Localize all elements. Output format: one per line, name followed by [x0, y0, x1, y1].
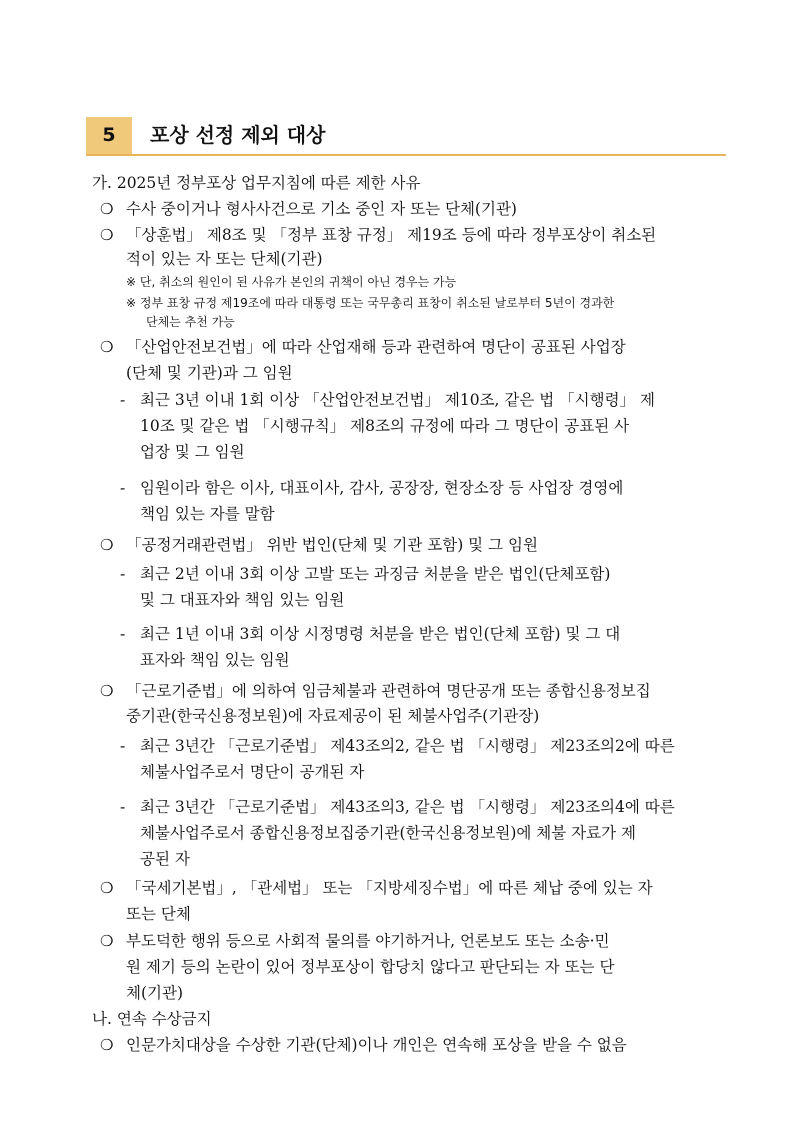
bullet-icon: ❍	[100, 1036, 114, 1054]
list-item: ❍ 「공정거래관련법」 위반 법인(단체 및 기관 포함) 및 그 임원	[100, 536, 538, 554]
list-item: ❍ 부도덕한 행위 등으로 사회적 물의를 야기하거나, 언론보도 또는 소송·민	[100, 932, 610, 950]
sub-item: - 최근 3년 이내 1회 이상 「산업안전보건법」 제10조, 같은 법 「시행령」 제	[120, 391, 655, 409]
sub-item: - 최근 3년간 「근로기준법」 제43조의2, 같은 법 「시행령」 제23조의2에 따른	[120, 737, 675, 755]
sub-item-cont: 체불사업주로서 종합신용정보집중기관(한국신용정보원)에 체불 자료가 제	[140, 824, 636, 842]
sub-item-cont: 책임 있는 자를 말함	[140, 505, 275, 523]
section-number: 5	[86, 117, 132, 154]
list-item: ❍ 「산업안전보건법」에 따라 산업재해 등과 관련하여 명단이 공표된 사업장	[100, 338, 626, 356]
dash-icon: -	[120, 625, 126, 643]
note: ※ 단, 취소의 원인이 된 사유가 본인의 귀책이 아닌 경우는 가능	[126, 275, 457, 289]
list-item-cont: 원 제기 등의 논란이 있어 정부포상이 합당치 않다고 판단되는 자 또는 단	[126, 958, 615, 976]
dash-icon: -	[120, 391, 126, 409]
dash-icon: -	[120, 737, 126, 755]
dash-icon: -	[120, 479, 126, 497]
section-title: 포상 선정 제외 대상	[150, 123, 326, 147]
list-item: ❍ 인문가치대상을 수상한 기관(단체)이나 개인은 연속해 포상을 받을 수 없음	[100, 1036, 627, 1054]
note-cont: 단체는 추천 가능	[146, 315, 235, 329]
list-item: ❍ 「상훈법」 제8조 및 「정부 표창 규정」 제19조 등에 따라 정부포상이 취소된	[100, 226, 657, 244]
list-item-cont: (단체 및 기관)과 그 임원	[126, 364, 293, 382]
sub-item-cont: 및 그 대표자와 책임 있는 임원	[140, 591, 345, 609]
dash-icon: -	[120, 565, 126, 583]
bullet-icon: ❍	[100, 226, 114, 244]
sub-item-cont: 업장 및 그 임원	[140, 443, 245, 461]
list-item-cont: 체(기관)	[126, 984, 184, 1002]
dash-icon: -	[120, 798, 126, 816]
sub-item: - 최근 1년 이내 3회 이상 시정명령 처분을 받은 법인(단체 포함) 및 그 대	[120, 625, 621, 643]
list-item-cont: 중기관(한국신용정보원)에 자료제공이 된 체불사업주(기관장)	[126, 707, 540, 725]
section-header	[86, 117, 726, 157]
list-item: ❍ 「국세기본법」, 「관세법」 또는 「지방세징수법」에 따른 체납 중에 있는 자	[100, 879, 653, 897]
list-item-cont: 또는 단체	[126, 905, 191, 923]
note: ※ 정부 표창 규정 제19조에 따라 대통령 또는 국무총리 표창이 취소된 날로부터 5년이 경과한	[126, 296, 615, 310]
list-item: ❍ 수사 중이거나 형사사건으로 기소 중인 자 또는 단체(기관)	[100, 200, 517, 218]
sub-item-cont: 체불사업주로서 명단이 공개된 자	[140, 763, 365, 781]
bullet-icon: ❍	[100, 338, 114, 356]
sub-item: - 최근 2년 이내 3회 이상 고발 또는 과징금 처분을 받은 법인(단체포함)	[120, 565, 611, 583]
sub-item: - 최근 3년간 「근로기준법」 제43조의3, 같은 법 「시행령」 제23조의4에 따른	[120, 798, 675, 816]
list-item: ❍ 「근로기준법」에 의하여 임금체불과 관련하여 명단공개 또는 종합신용정보집	[100, 682, 651, 700]
bullet-icon: ❍	[100, 536, 114, 554]
bullet-icon: ❍	[100, 200, 114, 218]
sub-item-cont: 표자와 책임 있는 임원	[140, 651, 290, 669]
sub-item-cont: 공된 자	[140, 850, 190, 868]
subsection-heading-b: 나. 연속 수상금지	[92, 1010, 212, 1028]
list-item-cont: 적이 있는 자 또는 단체(기관)	[126, 250, 323, 268]
bullet-icon: ❍	[100, 932, 114, 950]
bullet-icon: ❍	[100, 879, 114, 897]
sub-item-cont: 10조 및 같은 법 「시행규칙」 제8조의 규정에 따라 그 명단이 공표된 사	[140, 417, 630, 435]
sub-item: - 임원이라 함은 이사, 대표이사, 감사, 공장장, 현장소장 등 사업장 경영에	[120, 479, 624, 497]
bullet-icon: ❍	[100, 682, 114, 700]
section-divider	[86, 154, 726, 156]
subsection-heading-a: 가. 2025년 정부포상 업무지침에 따른 제한 사유	[92, 174, 421, 192]
